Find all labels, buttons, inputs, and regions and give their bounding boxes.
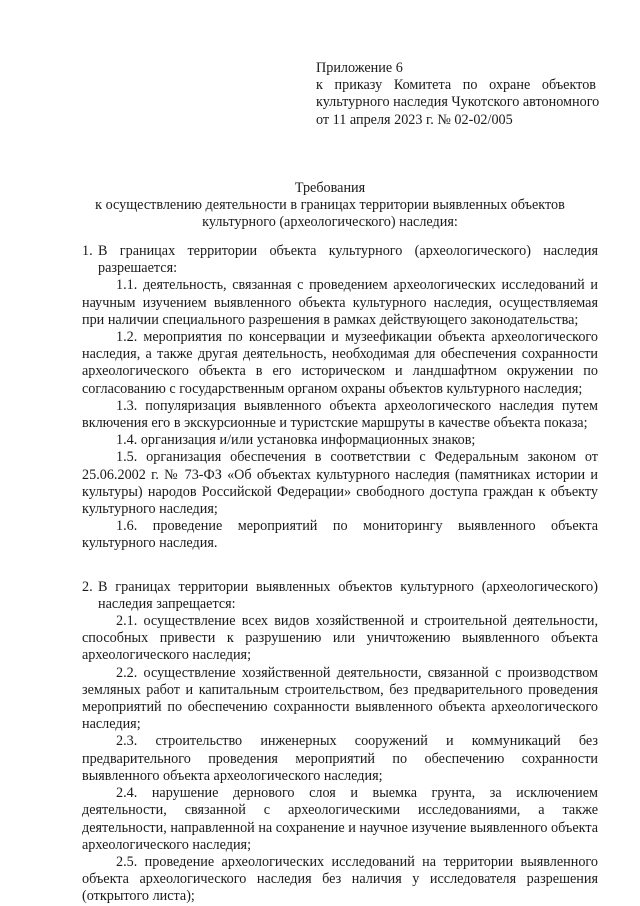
clause-2-5: 2.5. проведение археологических исследований на территории выявленного объекта археологического наследия без наличия у исследователя разрешения (открытого листа); xyxy=(82,853,598,905)
clause-1-4: 1.4. организация и/или установка информационных знаков; xyxy=(116,432,476,449)
clause-1-3: 1.3. популяризация выявленного объекта археологического наследия путем включения его в экскурсионные и туристские маршруты в качестве объекта показа; xyxy=(82,397,598,432)
clause-2-3: 2.3. строительство инженерных сооружений и коммуникаций без предварительного проведения мероприятий по обеспечению сохранности выявленного объекта археологического наследия; xyxy=(82,733,598,784)
clause-1-1: 1.1. деятельность, связанная с проведением археологических исследований и научным изучением выявленного объекта культурного наследия, осуществляемая при наличии специального разрешения в рамках действующего законодательства; xyxy=(82,277,598,328)
document-title xyxy=(60,180,600,232)
section-gap xyxy=(82,553,598,579)
appendix-order-line: к приказу Комитета по охране объектов xyxy=(316,77,596,94)
clause-2-2: 2.2. осуществление хозяйственной деятельности, связанной с производством земляных работ и капитальным строительством, без предварительного проведения мероприятий по обеспечению сохранности выявленного объекта археологического наследия; xyxy=(82,664,598,733)
section-2-heading xyxy=(82,579,598,613)
section-2-number: 2. xyxy=(82,578,93,595)
appendix-number: Приложение 6 xyxy=(316,60,403,76)
clause-1-6: 1.6. проведение мероприятий по мониторингу выявленного объекта культурного наследия. xyxy=(82,518,598,552)
title-subtitle-line-2: культурного (археологического) наследия: xyxy=(202,214,458,231)
clause-2-1: 2.1. осуществление всех видов хозяйственной и строительной деятельности, способных привести к разрушению или уничтожению выявленного объекта археологического наследия; xyxy=(82,613,598,664)
title-heading: Требования xyxy=(294,180,366,196)
clause-2-4: 2.4. нарушение дернового слоя и выемка грунта, за исключением деятельности, связанной с археологическими исследованиями, а также деятельности, направленной на сохранение и научное изучение выявленного объекта археологического наследия; xyxy=(82,785,598,853)
appendix-date-line: от 11 апреля 2023 г. № 02-02/005 xyxy=(316,111,513,128)
section-1-number: 1. xyxy=(82,243,93,259)
title-subtitle-line-1: к осуществлению деятельности в границах территории выявленных объектов xyxy=(95,197,565,214)
clause-1-5: 1.5. организация обеспечения в соответствии с Федеральным законом от 25.06.2002 г. № 73-ФЗ «Об объектах культурного наследия (памятниках истории и культуры) народов Российской Федерации» свободного доступа граждан к объекту культурного наследия; xyxy=(82,449,598,518)
appendix-block xyxy=(316,60,600,129)
clause-1-2: 1.2. мероприятия по консервации и музеефикации объекта археологического наследия, а также другая деятельность, необходимая для обеспечения сохранности археологического объекта в его историческом и ландшафтном окружении по согласованию с государственным органом охраны объектов культурного наследия; xyxy=(82,329,598,397)
document-body xyxy=(82,243,598,906)
section-1-heading-text: В границах территории объекта культурного (археологического) наследия разрешается: xyxy=(98,243,598,277)
appendix-committee-line: культурного наследия Чукотского автономного xyxy=(316,94,600,111)
section-1-heading xyxy=(82,243,598,277)
section-2-heading-text: В границах территории выявленных объектов культурного (археологического) наследия запрещается: xyxy=(98,578,598,612)
